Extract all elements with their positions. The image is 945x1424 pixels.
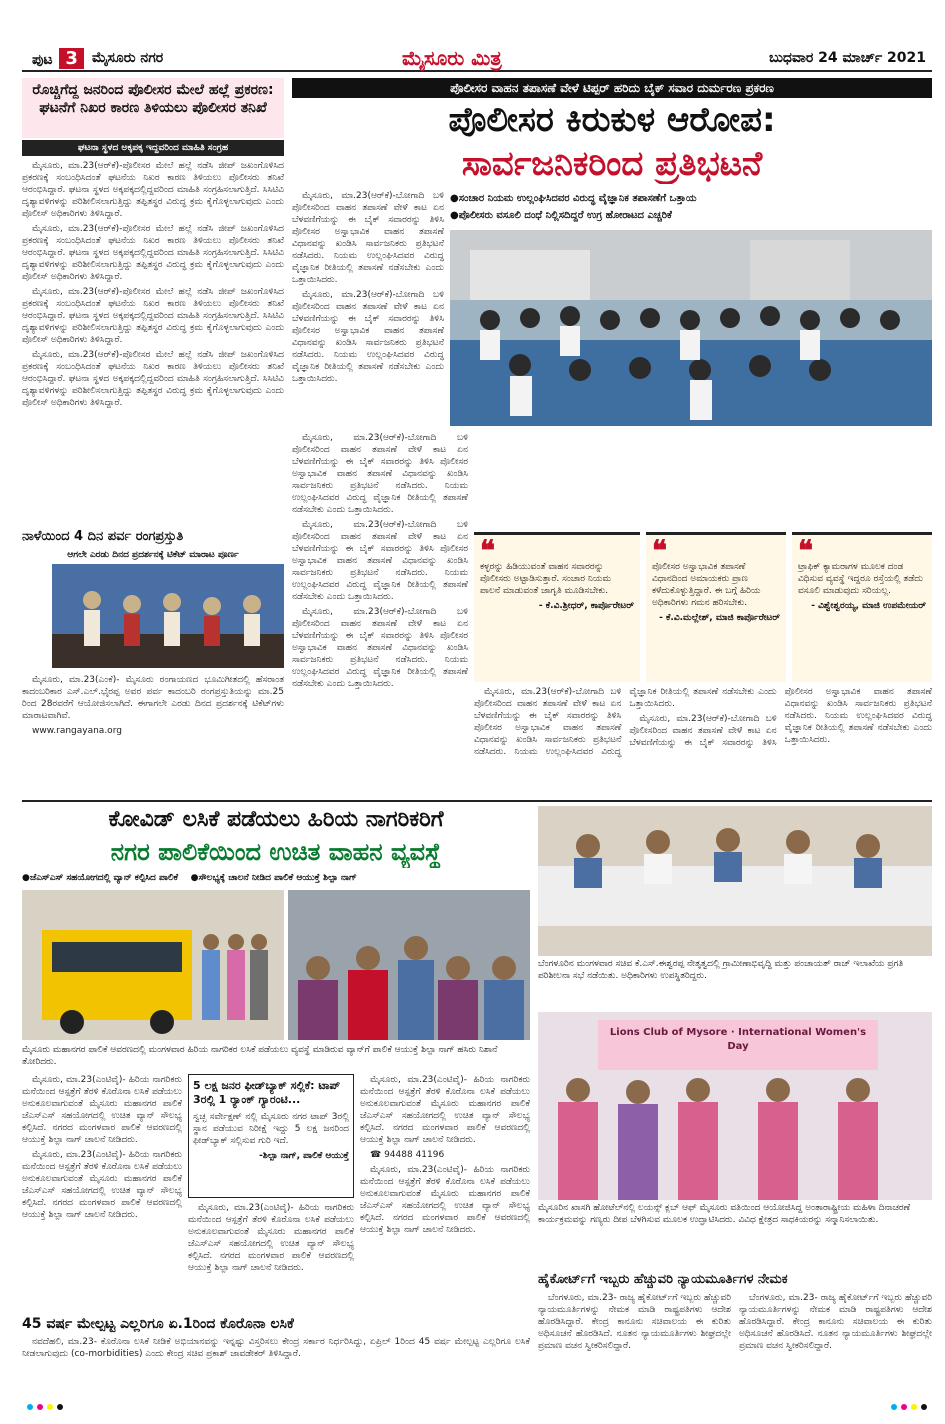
page-number: 3 xyxy=(59,48,84,69)
womens-day-photo xyxy=(538,1012,932,1200)
womens-day-caption: ಮೈಸೂರಿನ ಖಾಸಗಿ ಹೋಟೆಲ್‌ನಲ್ಲಿ ಲಯನ್ಸ್ ಕ್ಲಬ್ ಆಫ್ ಮೈಸೂರು ವತಿಯಿಂದ ಆಯೋಜಿಸಿದ್ದ ಅಂತಾರಾಷ್ಟ್ರೀಯ ಮಹಿಳಾ ದಿನಾಚರಣೆ ಕಾರ್ಯಕ್ರಮವನ್ನು ಗಣ್ಯರು ದೀಪ ಬೆಳಗಿಸುವ ಮೂಲಕ ಉದ್ಘಾಟಿಸಿದರು. ವಿವಿಧ ಕ್ಷೇತ್ರದ ಸಾಧಕಿಯರನ್ನು ಸನ್ಮಾನಿಸಲಾಯಿತು. xyxy=(538,1203,911,1225)
left-story-headline: ರೊಚ್ಚಿಗೆದ್ದ ಜನರಿಂದ ಪೊಲೀಸರ ಮೇಲೆ ಹಲ್ಲೆ ಪ್ರಕರಣ: ಘಟನೆಗೆ ನಿಖರ ಕಾರಣ ತಿಳಿಯಲು ಪೊಲೀಸರ ತನಿಖೆ xyxy=(32,82,274,116)
issue-date: ಬುಧವಾರ 24 ಮಾರ್ಚ್ 2021 xyxy=(769,50,926,66)
meeting-photo xyxy=(538,806,932,956)
vaccine-subheadline: ನಗರ ಪಾಲಿಕೆಯಿಂದ ಉಚಿತ ವಾಹನ ವ್ಯವಸ್ಥೆ xyxy=(110,838,442,866)
section-divider xyxy=(22,800,932,802)
vaccine-bullets xyxy=(22,870,530,886)
ranking-attribution: -ಶಿಲ್ಪಾ ನಾಗ್, ಪಾಲಿಕೆ ಆಯುಕ್ತೆ xyxy=(259,1151,349,1161)
vaccine-bullet-2: ●ಸೌಲಭ್ಯಕ್ಕೆ ಚಾಲನೆ ನೀಡಿದ ಪಾಲಿಕೆ ಆಯುಕ್ತೆ ಶಿಲ್ಪಾ ನಾಗ್ xyxy=(190,873,357,883)
section-name: ಮೈಸೂರು ನಗರ xyxy=(92,50,164,66)
protest-photo xyxy=(450,230,932,426)
top-story-bullets xyxy=(450,190,932,226)
theatre-photo xyxy=(52,564,284,668)
print-color-bar xyxy=(22,1396,932,1404)
quote-box-3: ❝ ಟ್ರಾಫಿಕ್ ಕ್ಯಾಮರಾಗಳ ಮೂಲಕ ದಂಡ ವಿಧಿಸುವ ವ್ಯವಸ್ಥೆ ಇದ್ದರೂ ರಸ್ತೆಯಲ್ಲಿ ತಡೆದು ವಸೂಲಿ ಮಾಡುವುದು ಸರಿಯಲ್ಲ. - ವಿಶ್ವೇಶ್ವರಯ್ಯ, ಮಾಜಿ ಉಪಮೇಯರ್ xyxy=(792,532,932,682)
above45-headline: 45 ವರ್ಷ ಮೇಲ್ಪಟ್ಟ ಎಲ್ಲರಿಗೂ ಏ.1ರಿಂದ ಕೊರೊನಾ ಲಸಿಕೆ xyxy=(22,1316,294,1332)
quote-box-2: ❝ ಪೊಲೀಸರ ಅಸ್ವಾಭಾವಿಕ ತಪಾಸಣೆ ವಿಧಾನದಿಂದ ಅಮಾಯಕರು ಪ್ರಾಣ ಕಳೆದುಕೊಳ್ಳುತ್ತಿದ್ದಾರೆ. ಈ ಬಗ್ಗೆ ಹಿರಿಯ ಅಧಿಕಾರಿಗಳು ಗಮನ ಹರಿಸಬೇಕು. - ಕೆ.ವಿ.ಮಲ್ಲೇಶ್, ಮಾಜಿ ಕಾರ್ಪೊರೇಟರ್ xyxy=(646,532,786,682)
bus-interior-photo xyxy=(288,890,530,1040)
judges-headline: ಹೈಕೋರ್ಟ್‌ಗೆ ಇಬ್ಬರು ಹೆಚ್ಚುವರಿ ನ್ಯಾಯಮೂರ್ತಿಗಳ ನೇಮಕ xyxy=(538,1272,788,1287)
ranking-box xyxy=(188,1074,354,1198)
top-story-bullet-2: ●ಪೊಲೀಸರು ವಸೂಲಿ ದಂಧೆ ನಿಲ್ಲಿಸದಿದ್ದರೆ ಉಗ್ರ ಹೋರಾಟದ ಎಚ್ಚರಿಕೆ xyxy=(450,210,672,221)
left-story-body: ಮೈಸೂರು, ಮಾ.23(ಆರ್‌ಕೆ)-ಪೊಲೀಸರ ಮೇಲೆ ಹಲ್ಲೆ ನಡೆಸಿ ಜೀಪ್ ಜಖಂಗೊಳಿಸಿದ ಪ್ರಕರಣಕ್ಕೆ ಸಂಬಂಧಿಸಿದಂತೆ ಘಟನೆಯ ನಿಖರ ಕಾರಣ ತಿಳಿಯಲು ಪೊಲೀಸರು ತನಿಖೆ ಆರಂಭಿಸಿದ್ದಾರೆ. ಘಟನಾ ಸ್ಥಳದ ಅಕ್ಕಪಕ್ಕದಲ್ಲಿದ್ದವರಿಂದ ಮಾಹಿತಿ ಸಂಗ್ರಹಿಸಲಾಗುತ್ತಿದೆ. ಸಿಸಿಟಿವಿ ದೃಶ್ಯಾವಳಿಗಳನ್ನು ಪರಿಶೀಲಿಸಲಾಗುತ್ತಿದ್ದು ತಪ್ಪಿತಸ್ಥರ ವಿರುದ್ಧ ಕ್ರಮ ಕೈಗೊಳ್ಳಲಾಗುವುದು ಎಂದು ಪೊಲೀಸ್ ಅಧಿಕಾರಿಗಳು ತಿಳಿಸಿದ್ದಾರೆ. ಮೈಸೂರು, ಮಾ.23(ಆರ್‌ಕೆ)-ಪೊಲೀಸರ ಮೇಲೆ ಹಲ್ಲೆ ನಡೆಸಿ ಜೀಪ್ ಜಖಂಗೊಳಿಸಿದ ಪ್ರಕರಣಕ್ಕೆ ಸಂಬಂಧಿಸಿದಂತೆ ಘಟನೆಯ ನಿಖರ ಕಾರಣ ತಿಳಿಯಲು ಪೊಲೀಸರು ತನಿಖೆ ಆರಂಭಿಸಿದ್ದಾರೆ. ಘಟನಾ ಸ್ಥಳದ ಅಕ್ಕಪಕ್ಕದಲ್ಲಿದ್ದವರಿಂದ ಮಾಹಿತಿ ಸಂಗ್ರಹಿಸಲಾಗುತ್ತಿದೆ. ಸಿಸಿಟಿವಿ ದೃಶ್ಯಾವಳಿಗಳನ್ನು ಪರಿಶೀಲಿಸಲಾಗುತ್ತಿದ್ದು ತಪ್ಪಿತಸ್ಥರ ವಿರುದ್ಧ ಕ್ರಮ ಕೈಗೊಳ್ಳಲಾಗುವುದು ಎಂದು ಪೊಲೀಸ್ ಅಧಿಕಾರಿಗಳು ತಿಳಿಸಿದ್ದಾರೆ. ಮೈಸೂರು, ಮಾ.23(ಆರ್‌ಕೆ)-ಪೊಲೀಸರ ಮೇಲೆ ಹಲ್ಲೆ ನಡೆಸಿ ಜೀಪ್ ಜಖಂಗೊಳಿಸಿದ ಪ್ರಕರಣಕ್ಕೆ ಸಂಬಂಧಿಸಿದಂತೆ ಘಟನೆಯ ನಿಖರ ಕಾರಣ ತಿಳಿಯಲು ಪೊಲೀಸರು ತನಿಖೆ ಆರಂಭಿಸಿದ್ದಾರೆ. ಘಟನಾ ಸ್ಥಳದ ಅಕ್ಕಪಕ್ಕದಲ್ಲಿದ್ದವರಿಂದ ಮಾಹಿತಿ ಸಂಗ್ರಹಿಸಲಾಗುತ್ತಿದೆ. ಸಿಸಿಟಿವಿ ದೃಶ್ಯಾವಳಿಗಳನ್ನು ಪರಿಶೀಲಿಸಲಾಗುತ್ತಿದ್ದು ತಪ್ಪಿತಸ್ಥರ ವಿರುದ್ಧ ಕ್ರಮ ಕೈಗೊಳ್ಳಲಾಗುವುದು ಎಂದು ಪೊಲೀಸ್ ಅಧಿಕಾರಿಗಳು ತಿಳಿಸಿದ್ದಾರೆ. ಮೈಸೂರು, ಮಾ.23(ಆರ್‌ಕೆ)-ಪೊಲೀಸರ ಮೇಲೆ ಹಲ್ಲೆ ನಡೆಸಿ ಜೀಪ್ ಜಖಂಗೊಳಿಸಿದ ಪ್ರಕರಣಕ್ಕೆ ಸಂಬಂಧಿಸಿದಂತೆ ಘಟನೆಯ ನಿಖರ ಕಾರಣ ತಿಳಿಯಲು ಪೊಲೀಸರು ತನಿಖೆ ಆರಂಭಿಸಿದ್ದಾರೆ. ಘಟನಾ ಸ್ಥಳದ ಅಕ್ಕಪಕ್ಕದಲ್ಲಿದ್ದವರಿಂದ ಮಾಹಿತಿ ಸಂಗ್ರಹಿಸಲಾಗುತ್ತಿದೆ. ಸಿಸಿಟಿವಿ ದೃಶ್ಯಾವಳಿಗಳನ್ನು ಪರಿಶೀಲಿಸಲಾಗುತ್ತಿದ್ದು ತಪ್ಪಿತಸ್ಥರ ವಿರುದ್ಧ ಕ್ರಮ ಕೈಗೊಳ್ಳಲಾಗುವುದು ಎಂದು ಪೊಲೀಸ್ ಅಧಿಕಾರಿಗಳು ತಿಳಿಸಿದ್ದಾರೆ. xyxy=(22,161,284,408)
vaccine-bullet-1: ●ಜೆಎಸ್‌ಎಸ್ ಸಹಯೋಗದಲ್ಲಿ ವ್ಯಾನ್ ಕಲ್ಪಿಸಿದ ಪಾಲಿಕೆ xyxy=(22,873,179,883)
theatre-website[interactable]: www.rangayana.org xyxy=(32,726,122,736)
newspaper-page xyxy=(22,44,932,1404)
ranking-body: ಸ್ವಚ್ಛ ಸರ್ವೇಕ್ಷಣ್ ನಲ್ಲಿ ಮೈಸೂರು ನಗರ ಟಾಪ್ 3ರಲ್ಲಿ ಸ್ಥಾನ ಪಡೆಯುವ ನಿರೀಕ್ಷೆ ಇದ್ದು 5 ಲಕ್ಷ ಜನರಿಂದ ಫೀಡ್‌ಬ್ಯಾಕ್ ಸಲ್ಲಿಸುವ ಗುರಿ ಇದೆ. xyxy=(193,1112,349,1146)
left-story-subhead: ಘಟನಾ ಸ್ಥಳದ ಅಕ್ಕಪಕ್ಕ ಇದ್ದವರಿಂದ ಮಾಹಿತಿ ಸಂಗ್ರಹ xyxy=(22,140,284,156)
vaccine-body: ಮೈಸೂರು, ಮಾ.23(ಎಂಟಿವೈ)- ಹಿರಿಯ ನಾಗರಿಕರು ಮನೆಯಿಂದ ಆಸ್ಪತ್ರೆಗೆ ತೆರಳಿ ಕೊರೊನಾ ಲಸಿಕೆ ಪಡೆಯಲು ಅನುಕೂಲವಾಗುವಂತೆ ಮೈಸೂರು ಮಹಾನಗರ ಪಾಲಿಕೆ ಜೆಎಸ್‌ಎಸ್ ಸಹಯೋಗದಲ್ಲಿ ಉಚಿತ ವ್ಯಾನ್ ಸೌಲಭ್ಯ ಕಲ್ಪಿಸಿದೆ. ನಗರದ ಮಂಗಳವಾರ ಪಾಲಿಕೆ ಆವರಣದಲ್ಲಿ ಆಯುಕ್ತೆ ಶಿಲ್ಪಾ ನಾಗ್ ಚಾಲನೆ ನೀಡಿದರು. ಮೈಸೂರು, ಮಾ.23(ಎಂಟಿವೈ)- ಹಿರಿಯ ನಾಗರಿಕರು ಮನೆಯಿಂದ ಆಸ್ಪತ್ರೆಗೆ ತೆರಳಿ ಕೊರೊನಾ ಲಸಿಕೆ ಪಡೆಯಲು ಅನುಕೂಲವಾಗುವಂತೆ ಮೈಸೂರು ಮಹಾನಗರ ಪಾಲಿಕೆ ಜೆಎಸ್‌ಎಸ್ ಸಹಯೋಗದಲ್ಲಿ ಉಚಿತ ವ್ಯಾನ್ ಸೌಲಭ್ಯ ಕಲ್ಪಿಸಿದೆ. ನಗರದ ಮಂಗಳವಾರ ಪಾಲಿಕೆ ಆವರಣದಲ್ಲಿ ಆಯುಕ್ತೆ ಶಿಲ್ಪಾ ನಾಗ್ ಚಾಲನೆ ನೀಡಿದರು. xyxy=(22,1075,182,1220)
top-story-bullet-1: ●ಸಂಚಾರ ನಿಯಮ ಉಲ್ಲಂಘಿಸಿದವರ ವಿರುದ್ಧ ವೈಜ್ಞಾನಿಕ ತಪಾಸಣೆಗೆ ಒತ್ತಾಯ xyxy=(450,193,697,204)
page-number-label: ಪುಟ 3 xyxy=(32,48,84,69)
judges-body: ಬೆಂಗಳೂರು, ಮಾ.23- ರಾಜ್ಯ ಹೈಕೋರ್ಟ್‌ಗೆ ಇಬ್ಬರು ಹೆಚ್ಚುವರಿ ನ್ಯಾಯಮೂರ್ತಿಗಳನ್ನು ನೇಮಕ ಮಾಡಿ ರಾಷ್ಟ್ರಪತಿಗಳು ಆದೇಶ ಹೊರಡಿಸಿದ್ದಾರೆ. ಕೇಂದ್ರ ಕಾನೂನು ಸಚಿವಾಲಯ ಈ ಕುರಿತು ಅಧಿಸೂಚನೆ ಹೊರಡಿಸಿದೆ. ನೂತನ ನ್ಯಾಯಮೂರ್ತಿಗಳು ಶೀಘ್ರದಲ್ಲೇ ಪ್ರಮಾಣ ವಚನ ಸ್ವೀಕರಿಸಲಿದ್ದಾರೆ. ಬೆಂಗಳೂರು, ಮಾ.23- ರಾಜ್ಯ ಹೈಕೋರ್ಟ್‌ಗೆ ಇಬ್ಬರು ಹೆಚ್ಚುವರಿ ನ್ಯಾಯಮೂರ್ತಿಗಳನ್ನು ನೇಮಕ ಮಾಡಿ ರಾಷ್ಟ್ರಪತಿಗಳು ಆದೇಶ ಹೊರಡಿಸಿದ್ದಾರೆ. ಕೇಂದ್ರ ಕಾನೂನು ಸಚಿವಾಲಯ ಈ ಕುರಿತು ಅಧಿಸೂಚನೆ ಹೊರಡಿಸಿದೆ. ನೂತನ ನ್ಯಾಯಮೂರ್ತಿಗಳು ಶೀಘ್ರದಲ್ಲೇ ಪ್ರಮಾಣ ವಚನ ಸ್ವೀಕರಿಸಲಿದ್ದಾರೆ. xyxy=(538,1293,932,1351)
top-story-subheadline: ಸಾರ್ವಜನಿಕರಿಂದ ಪ್ರತಿಭಟನೆ xyxy=(461,144,763,184)
quote-mark-icon: ❝ xyxy=(798,534,814,567)
theatre-subhead: ಆಗಲೇ ಎರಡು ದಿನದ ಪ್ರದರ್ಶನಕ್ಕೆ ಟಿಕೆಟ್ ಮಾರಾಟ ಪೂರ್ಣ xyxy=(67,550,239,560)
top-story-body-2: ಮೈಸೂರು, ಮಾ.23(ಆರ್‌ಕೆ)-ಬೋಗಾದಿ ಬಳಿ ಪೊಲೀಸರಿಂದ ವಾಹನ ತಪಾಸಣೆ ವೇಳೆ ಕಾಟ ಏನ ಬೆಳವಣಿಗೆಯನ್ನು ಈ ಬೈಕ್ ಸವಾರರನ್ನು ತಿಳಿಸಿ ಪೊಲೀಸರ ಅಸ್ವಾಭಾವಿಕ ವಾಹನ ತಪಾಸಣೆ ವಿಧಾನವನ್ನು ಖಂಡಿಸಿ ಸಾರ್ವಜನಿಕರು ಪ್ರತಿಭಟನೆ ನಡೆಸಿದರು. ನಿಯಮ ಉಲ್ಲಂಘಿಸಿದವರ ವಿರುದ್ಧ ವೈಜ್ಞಾನಿಕ ರೀತಿಯಲ್ಲಿ ತಪಾಸಣೆ ನಡೆಸಬೇಕು ಎಂದು ಒತ್ತಾಯಿಸಿದರು. ಮೈಸೂರು, ಮಾ.23(ಆರ್‌ಕೆ)-ಬೋಗಾದಿ ಬಳಿ ಪೊಲೀಸರಿಂದ ವಾಹನ ತಪಾಸಣೆ ವೇಳೆ ಕಾಟ ಏನ ಬೆಳವಣಿಗೆಯನ್ನು ಈ ಬೈಕ್ ಸವಾರರನ್ನು ತಿಳಿಸಿ ಪೊಲೀಸರ ಅಸ್ವಾಭಾವಿಕ ವಾಹನ ತಪಾಸಣೆ ವಿಧಾನವನ್ನು ಖಂಡಿಸಿ ಸಾರ್ವಜನಿಕರು ಪ್ರತಿಭಟನೆ ನಡೆಸಿದರು. ನಿಯಮ ಉಲ್ಲಂಘಿಸಿದವರ ವಿರುದ್ಧ ವೈಜ್ಞಾನಿಕ ರೀತಿಯಲ್ಲಿ ತಪಾಸಣೆ ನಡೆಸಬೇಕು ಎಂದು ಒತ್ತಾಯಿಸಿದರು. ಮೈಸೂರು, ಮಾ.23(ಆರ್‌ಕೆ)-ಬೋಗಾದಿ ಬಳಿ ಪೊಲೀಸರಿಂದ ವಾಹನ ತಪಾಸಣೆ ವೇಳೆ ಕಾಟ ಏನ ಬೆಳವಣಿಗೆಯನ್ನು ಈ ಬೈಕ್ ಸವಾರರನ್ನು ತಿಳಿಸಿ ಪೊಲೀಸರ ಅಸ್ವಾಭಾವಿಕ ವಾಹನ ತಪಾಸಣೆ ವಿಧಾನವನ್ನು ಖಂಡಿಸಿ ಸಾರ್ವಜನಿಕರು ಪ್ರತಿಭಟನೆ ನಡೆಸಿದರು. ನಿಯಮ ಉಲ್ಲಂಘಿಸಿದವರ ವಿರುದ್ಧ ವೈಜ್ಞಾನಿಕ ರೀತಿಯಲ್ಲಿ ತಪಾಸಣೆ ನಡೆಸಬೇಕು ಎಂದು ಒತ್ತಾಯಿಸಿದರು. xyxy=(292,433,468,689)
vaccine-phone: 94488 41196 xyxy=(384,1150,445,1160)
vaccine-body-2: ಮೈಸೂರು, ಮಾ.23(ಎಂಟಿವೈ)- ಹಿರಿಯ ನಾಗರಿಕರು ಮನೆಯಿಂದ ಆಸ್ಪತ್ರೆಗೆ ತೆರಳಿ ಕೊರೊನಾ ಲಸಿಕೆ ಪಡೆಯಲು ಅನುಕೂಲವಾಗುವಂತೆ ಮೈಸೂರು ಮಹಾನಗರ ಪಾಲಿಕೆ ಜೆಎಸ್‌ಎಸ್ ಸಹಯೋಗದಲ್ಲಿ ಉಚಿತ ವ್ಯಾನ್ ಸೌಲಭ್ಯ ಕಲ್ಪಿಸಿದೆ. ನಗರದ ಮಂಗಳವಾರ ಪಾಲಿಕೆ ಆವರಣದಲ್ಲಿ ಆಯುಕ್ತೆ ಶಿಲ್ಪಾ ನಾಗ್ ಚಾಲನೆ ನೀಡಿದರು. xyxy=(188,1203,354,1273)
top-story-headline: ಪೊಲೀಸರ ಕಿರುಕುಳ ಆರೋಪ: xyxy=(448,100,776,140)
top-story-kicker: ಪೊಲೀಸರ ವಾಹನ ತಪಾಸಣೆ ವೇಳೆ ಟಿಪ್ಪರ್ ಹರಿದು ಬೈಕ್ ಸವಾರ ದುರ್ಮರಣ ಪ್ರಕರಣ xyxy=(292,78,932,98)
quote-mark-icon: ❝ xyxy=(652,534,668,567)
bus-photo xyxy=(22,890,284,1040)
page-header xyxy=(22,44,932,72)
top-story-body-3: ಮೈಸೂರು, ಮಾ.23(ಆರ್‌ಕೆ)-ಬೋಗಾದಿ ಬಳಿ ಪೊಲೀಸರಿಂದ ವಾಹನ ತಪಾಸಣೆ ವೇಳೆ ಕಾಟ ಏನ ಬೆಳವಣಿಗೆಯನ್ನು ಈ ಬೈಕ್ ಸವಾರರನ್ನು ತಿಳಿಸಿ ಪೊಲೀಸರ ಅಸ್ವಾಭಾವಿಕ ವಾಹನ ತಪಾಸಣೆ ವಿಧಾನವನ್ನು ಖಂಡಿಸಿ ಸಾರ್ವಜನಿಕರು ಪ್ರತಿಭಟನೆ ನಡೆಸಿದರು. ನಿಯಮ ಉಲ್ಲಂಘಿಸಿದವರ ವಿರುದ್ಧ ವೈಜ್ಞಾನಿಕ ರೀತಿಯಲ್ಲಿ ತಪಾಸಣೆ ನಡೆಸಬೇಕು ಎಂದು ಒತ್ತಾಯಿಸಿದರು. ಮೈಸೂರು, ಮಾ.23(ಆರ್‌ಕೆ)-ಬೋಗಾದಿ ಬಳಿ ಪೊಲೀಸರಿಂದ ವಾಹನ ತಪಾಸಣೆ ವೇಳೆ ಕಾಟ ಏನ ಬೆಳವಣಿಗೆಯನ್ನು ಈ ಬೈಕ್ ಸವಾರರನ್ನು ತಿಳಿಸಿ ಪೊಲೀಸರ ಅಸ್ವಾಭಾವಿಕ ವಾಹನ ತಪಾಸಣೆ ವಿಧಾನವನ್ನು ಖಂಡಿಸಿ ಸಾರ್ವಜನಿಕರು ಪ್ರತಿಭಟನೆ ನಡೆಸಿದರು. ನಿಯಮ ಉಲ್ಲಂಘಿಸಿದವರ ವಿರುದ್ಧ ವೈಜ್ಞಾನಿಕ ರೀತಿಯಲ್ಲಿ ತಪಾಸಣೆ ನಡೆಸಬೇಕು ಎಂದು ಒತ್ತಾಯಿಸಿದರು. xyxy=(474,687,932,757)
womens-day-banner: Lions Club of Mysore · International Women's Day xyxy=(609,1027,867,1052)
above45-body: ನವದೆಹಲಿ, ಮಾ.23- ಕೊರೊನಾ ಲಸಿಕೆ ನೀಡಿಕೆ ಅಭಿಯಾನವನ್ನು ಇನ್ನಷ್ಟು ವಿಸ್ತರಿಸಲು ಕೇಂದ್ರ ಸರ್ಕಾರ ನಿರ್ಧರಿಸಿದ್ದು, ಏಪ್ರಿಲ್ 1ರಿಂದ 45 ವರ್ಷ ಮೇಲ್ಪಟ್ಟ ಎಲ್ಲರಿಗೂ ಲಸಿಕೆ ನೀಡಲಾಗುವುದು (co-morbidities) ಎಂದು ಕೇಂದ್ರ ಸಚಿವ ಪ್ರಕಾಶ್ ಜಾವಡೇಕರ್ ತಿಳಿಸಿದ್ದಾರೆ. xyxy=(22,1337,530,1359)
quote-box-1: ❝ ಕಳ್ಳರನ್ನು ಹಿಡಿಯುವಂತೆ ವಾಹನ ಸವಾರರನ್ನು ಪೊಲೀಸರು ಅಟ್ಟಾಡಿಸುತ್ತಾರೆ. ಸಂಚಾರ ನಿಯಮ ಪಾಲನೆ ಮಾಡುವಂತೆ ಜಾಗೃತಿ ಮೂಡಿಸಬೇಕು. - ಕೆ.ವಿ.ಶ್ರೀಧರ್, ಕಾರ್ಪೊರೇಟರ್ xyxy=(474,532,640,682)
vaccine-headline: ಕೋವಿಡ್ ಲಸಿಕೆ ಪಡೆಯಲು ಹಿರಿಯ ನಾಗರಿಕರಿಗೆ xyxy=(108,807,444,832)
theatre-body: ಮೈಸೂರು, ಮಾ.23(ಎಂಕೆ)- ಮೈಸೂರು ರಂಗಾಯಣದ ಭೂಮಿಗೀತದಲ್ಲಿ ಹೆಸರಾಂತ ಕಾದಂಬರಿಕಾರ ಎಸ್.ಎಲ್.ಭೈರಪ್ಪ ಅವರ ಪರ್ವ ಕಾದಂಬರಿ ರಂಗಪ್ರಸ್ತುತಿಯನ್ನು ಮಾ.25 ರಿಂದ 28ರವರೆಗೆ ಆಯೋಜಿಸಲಾಗಿದೆ. ಈಗಾಗಲೇ ಎರಡು ದಿನದ ಪ್ರದರ್ಶನಕ್ಕೆ ಟಿಕೆಟ್‌ಗಳು ಮಾರಾಟವಾಗಿವೆ. www.rangayana.org xyxy=(22,675,284,736)
left-story-headline-box xyxy=(22,78,284,138)
masthead: ಮೈಸೂರು ಮಿತ್ರ xyxy=(402,46,502,70)
theatre-headline: ನಾಳೆಯಿಂದ 4 ದಿನ ಪರ್ವ ರಂಗಪ್ರಸ್ತುತಿ xyxy=(22,529,184,544)
quote-mark-icon: ❝ xyxy=(480,534,496,567)
vaccine-caption: ಮೈಸೂರು ಮಹಾನಗರ ಪಾಲಿಕೆ ಆವರಣದಲ್ಲಿ ಮಂಗಳವಾರ ಹಿರಿಯ ನಾಗರಿಕರ ಲಸಿಕೆ ಪಡೆಯಲು ವ್ಯವಸ್ಥೆ ಮಾಡಿರುವ ವ್ಯಾನ್‌ಗೆ ಪಾಲಿಕೆ ಆಯುಕ್ತೆ ಶಿಲ್ಪಾ ನಾಗ್ ಹಸಿರು ನಿಶಾನೆ ತೋರಿದರು. xyxy=(22,1045,498,1067)
top-story-body: ಮೈಸೂರು, ಮಾ.23(ಆರ್‌ಕೆ)-ಬೋಗಾದಿ ಬಳಿ ಪೊಲೀಸರಿಂದ ವಾಹನ ತಪಾಸಣೆ ವೇಳೆ ಕಾಟ ಏನ ಬೆಳವಣಿಗೆಯನ್ನು ಈ ಬೈಕ್ ಸವಾರರನ್ನು ತಿಳಿಸಿ ಪೊಲೀಸರ ಅಸ್ವಾಭಾವಿಕ ವಾಹನ ತಪಾಸಣೆ ವಿಧಾನವನ್ನು ಖಂಡಿಸಿ ಸಾರ್ವಜನಿಕರು ಪ್ರತಿಭಟನೆ ನಡೆಸಿದರು. ನಿಯಮ ಉಲ್ಲಂಘಿಸಿದವರ ವಿರುದ್ಧ ವೈಜ್ಞಾನಿಕ ರೀತಿಯಲ್ಲಿ ತಪಾಸಣೆ ನಡೆಸಬೇಕು ಎಂದು ಒತ್ತಾಯಿಸಿದರು. ಮೈಸೂರು, ಮಾ.23(ಆರ್‌ಕೆ)-ಬೋಗಾದಿ ಬಳಿ ಪೊಲೀಸರಿಂದ ವಾಹನ ತಪಾಸಣೆ ವೇಳೆ ಕಾಟ ಏನ ಬೆಳವಣಿಗೆಯನ್ನು ಈ ಬೈಕ್ ಸವಾರರನ್ನು ತಿಳಿಸಿ ಪೊಲೀಸರ ಅಸ್ವಾಭಾವಿಕ ವಾಹನ ತಪಾಸಣೆ ವಿಧಾನವನ್ನು ಖಂಡಿಸಿ ಸಾರ್ವಜನಿಕರು ಪ್ರತಿಭಟನೆ ನಡೆಸಿದರು. ನಿಯಮ ಉಲ್ಲಂಘಿಸಿದವರ ವಿರುದ್ಧ ವೈಜ್ಞಾನಿಕ ರೀತಿಯಲ್ಲಿ ತಪಾಸಣೆ ನಡೆಸಬೇಕು ಎಂದು ಒತ್ತಾಯಿಸಿದರು. xyxy=(292,191,444,384)
meeting-caption: ಬೆಂಗಳೂರಿನ ಮಂಗಳವಾರ ಸಚಿವ ಕೆ.ಎಸ್.ಈಶ್ವರಪ್ಪ ನೇತೃತ್ವದಲ್ಲಿ ಗ್ರಾಮೀಣಾಭಿವೃದ್ಧಿ ಮತ್ತು ಪಂಚಾಯತ್ ರಾಜ್ ಇಲಾಖೆಯ ಪ್ರಗತಿ ಪರಿಶೀಲನಾ ಸಭೆ ನಡೆಯಿತು. ಅಧಿಕಾರಿಗಳು ಉಪಸ್ಥಿತರಿದ್ದರು. xyxy=(538,959,904,981)
vaccine-body-3: ಮೈಸೂರು, ಮಾ.23(ಎಂಟಿವೈ)- ಹಿರಿಯ ನಾಗರಿಕರು ಮನೆಯಿಂದ ಆಸ್ಪತ್ರೆಗೆ ತೆರಳಿ ಕೊರೊನಾ ಲಸಿಕೆ ಪಡೆಯಲು ಅನುಕೂಲವಾಗುವಂತೆ ಮೈಸೂರು ಮಹಾನಗರ ಪಾಲಿಕೆ ಜೆಎಸ್‌ಎಸ್ ಸಹಯೋಗದಲ್ಲಿ ಉಚಿತ ವ್ಯಾನ್ ಸೌಲಭ್ಯ ಕಲ್ಪಿಸಿದೆ. ನಗರದ ಮಂಗಳವಾರ ಪಾಲಿಕೆ ಆವರಣದಲ್ಲಿ ಆಯುಕ್ತೆ ಶಿಲ್ಪಾ ನಾಗ್ ಚಾಲನೆ ನೀಡಿದರು. ☎ 94488 41196 ಮೈಸೂರು, ಮಾ.23(ಎಂಟಿವೈ)- ಹಿರಿಯ ನಾಗರಿಕರು ಮನೆಯಿಂದ ಆಸ್ಪತ್ರೆಗೆ ತೆರಳಿ ಕೊರೊನಾ ಲಸಿಕೆ ಪಡೆಯಲು ಅನುಕೂಲವಾಗುವಂತೆ ಮೈಸೂರು ಮಹಾನಗರ ಪಾಲಿಕೆ ಜೆಎಸ್‌ಎಸ್ ಸಹಯೋಗದಲ್ಲಿ ಉಚಿತ ವ್ಯಾನ್ ಸೌಲಭ್ಯ ಕಲ್ಪಿಸಿದೆ. ನಗರದ ಮಂಗಳವಾರ ಪಾಲಿಕೆ ಆವರಣದಲ್ಲಿ ಆಯುಕ್ತೆ ಶಿಲ್ಪಾ ನಾಗ್ ಚಾಲನೆ ನೀಡಿದರು. xyxy=(360,1075,530,1235)
ranking-headline: 5 ಲಕ್ಷ ಜನರ ಫೀಡ್‌ಬ್ಯಾಕ್ ಸಲ್ಲಿಕೆ: ಟಾಪ್ 3ರಲ್ಲಿ 1 ರ್‍ಯಾಂಕ್ ಗ್ಯಾರಂಟಿ... xyxy=(193,1079,341,1106)
